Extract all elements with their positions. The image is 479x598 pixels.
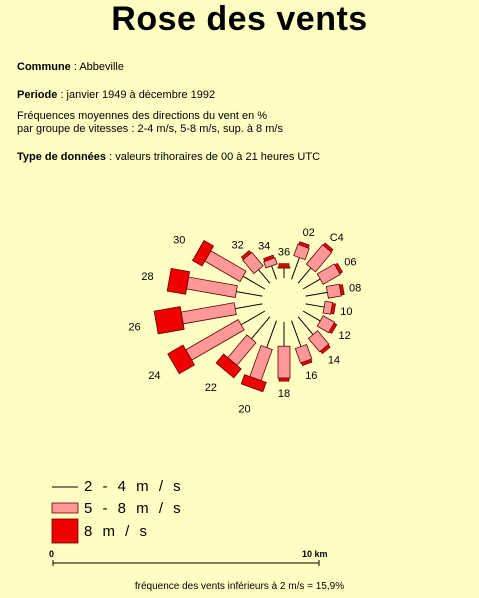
- commune-value: : Abbeville: [70, 61, 124, 73]
- direction-label-30: 30: [173, 234, 186, 247]
- direction-label-22: 22: [204, 382, 217, 395]
- legend-label-low: 2 - 4 m / s: [84, 478, 184, 495]
- direction-label-12: 12: [338, 330, 351, 342]
- direction-label-16: 16: [305, 370, 318, 383]
- direction-label-C4: C4: [329, 232, 344, 245]
- legend-label-high: 8 m / s: [84, 523, 151, 540]
- scale-label-ten: 10 km: [302, 549, 328, 559]
- frequences-line-1: Fréquences moyennes des directions du vent en %: [17, 110, 268, 122]
- direction-label-34: 34: [258, 240, 271, 253]
- footnote: fréquence des vents inférieurs à 2 m/s = 15,9%: [134, 581, 345, 592]
- type-donnees-value: : valeurs trihoraires de 00 à 21 heures UTC: [106, 151, 321, 163]
- direction-label-18: 18: [277, 388, 291, 401]
- direction-label-20: 20: [238, 403, 251, 416]
- direction-label-24: 24: [148, 369, 161, 382]
- commune-label: Commune: [17, 61, 71, 73]
- type-donnees-label: Type de données: [17, 151, 107, 163]
- scale-label-zero: 0: [49, 549, 55, 559]
- periode-label: Periode: [17, 89, 58, 101]
- direction-label-02: 02: [302, 227, 315, 240]
- direction-label-28: 28: [141, 270, 154, 283]
- direction-label-36: 36: [277, 246, 291, 259]
- legend-swatch-high: [52, 519, 78, 543]
- frequences-line-2: par groupe de vitesses : 2-4 m/s, 5-8 m/s, sup. à 8 m/s: [17, 123, 283, 135]
- legend-swatch-mid: [52, 503, 78, 513]
- direction-label-14: 14: [327, 354, 341, 367]
- legend-label-mid: 5 - 8 m / s: [84, 500, 184, 517]
- direction-label-08: 08: [348, 282, 362, 295]
- direction-label-32: 32: [231, 239, 244, 252]
- periode-value: : janvier 1949 à décembre 1992: [57, 89, 216, 101]
- direction-label-06: 06: [344, 256, 357, 269]
- chart-title: Rose des vents: [111, 0, 368, 38]
- direction-label-10: 10: [340, 306, 353, 319]
- direction-label-26: 26: [128, 321, 141, 334]
